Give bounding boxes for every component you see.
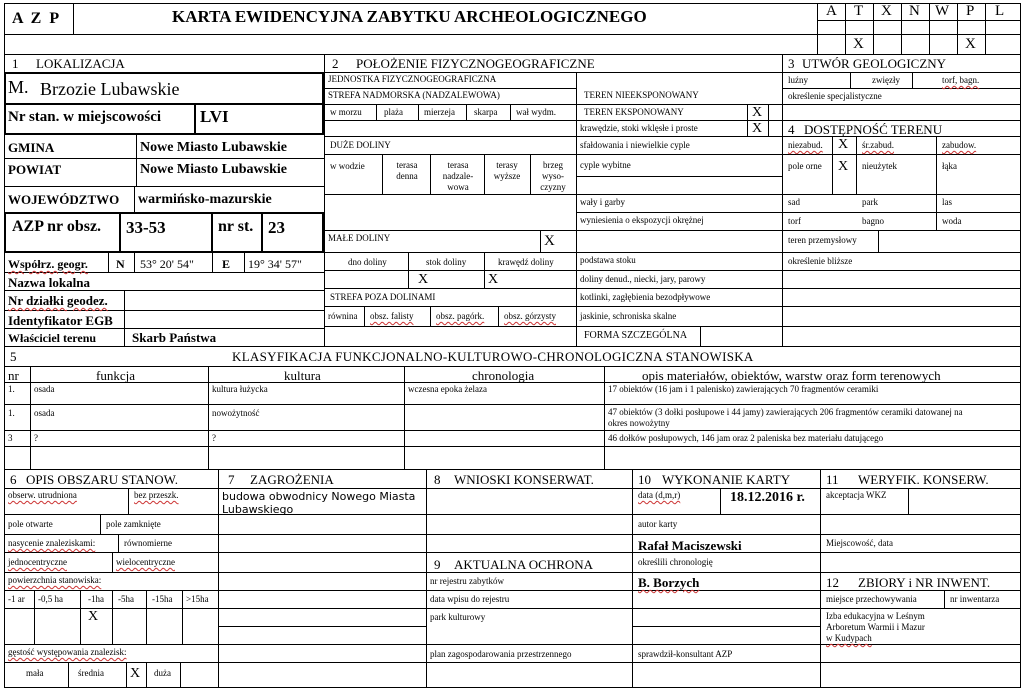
sec8-num: 8 (434, 472, 441, 487)
male-krawedz: krawędź doliny (498, 257, 554, 267)
strefa-nadmorska-label: STREFA NADMORSKA (NADZALEWOWA) (328, 90, 500, 100)
sec5-title: KLASYFIKACJA FUNKCJONALNO-KULTUROWO-CHRONOLOGICZNA STANOWISKA (232, 349, 754, 364)
n-label: N (116, 257, 125, 271)
sec9-num: 9 (434, 557, 441, 572)
dost-blizsze: określenie bliższe (788, 256, 853, 266)
male-stok-mark: X (418, 272, 429, 287)
letter-x: X (881, 3, 892, 19)
opis-pole-zamkniete: pole zamknięte (106, 519, 161, 529)
teren-nieeksp-label: TEREN NIEEKSPONOWANY (584, 90, 699, 100)
sec6-num: 6 (10, 472, 17, 487)
area-gt15ha: >15ha (186, 594, 209, 604)
coord-label: Współrz. geogr. (8, 257, 88, 271)
wlasciciel-value: Skarb Państwa (132, 330, 217, 345)
form-kotlinki: kotlinki, zagłębienia bezodpływowe (580, 292, 711, 302)
sec2-num: 2 (332, 56, 339, 71)
opis-powierzchnia: powierzchnia stanowiska: (8, 575, 102, 585)
sec11-title: WERYFIK. KONSERW. (858, 472, 989, 487)
table-row-1-kultura: kultura łużycka (212, 384, 268, 394)
nad-w-morzu: w morzu (330, 107, 362, 117)
area-15ha: -15ha (152, 594, 173, 604)
sec4-title: DOSTĘPNOŚĆ TERENU (804, 122, 943, 137)
male-doliny-mark: X (544, 233, 555, 249)
duze-terasa-nadzalewowa: terasa nadzale-wowa (442, 160, 474, 192)
sec1-title: LOKALIZACJA (36, 56, 125, 71)
geo-spec: określenie specjalistyczne (788, 91, 882, 101)
duze-brzeg-wysoczyzny: brzeg wyso-czyzny (540, 160, 566, 192)
egb-label: Identyfikator EGB (8, 313, 113, 328)
dzialki-label: Nr działki geodez. (8, 293, 108, 308)
nad-skarpa: skarpa (474, 107, 498, 117)
nr-stan-label: Nr stan. w miejscowości (8, 109, 162, 125)
strefa-poza-label: STREFA POZA DOLINAMI (330, 292, 436, 302)
n-value: 53° 20' 54" (140, 257, 194, 271)
col-chronologia: chronologia (472, 368, 535, 383)
opis-rownomierne: równomierne (124, 538, 172, 548)
azp-label: AZP nr obsz. (12, 218, 102, 235)
wlasciciel-label: Właściciel terenu (8, 331, 97, 345)
mark-t: X (853, 36, 864, 52)
poza-pagork: obsz. pagórk. (436, 311, 485, 321)
letter-a: A (826, 3, 837, 19)
opis-wielocentryczne: wielocentryczne (116, 557, 175, 567)
dost-las: las (942, 197, 952, 207)
dost-niezabud-mark: X (838, 137, 849, 152)
sec7-title: ZAGROŻENIA (250, 472, 334, 487)
col-nr: nr (8, 368, 19, 383)
dost-sad: sad (788, 197, 800, 207)
poza-rownina: równina (328, 311, 358, 321)
sec5-num: 5 (10, 349, 17, 364)
form-jaskinie: jaskinie, schroniska skalne (580, 311, 677, 321)
dost-srzabud: śr.zabud. (862, 140, 894, 150)
e-value: 19° 34' 57" (248, 257, 302, 271)
azp-value: 33-53 (126, 218, 166, 237)
nr-st-value: 23 (268, 218, 285, 237)
gmina-value: Nowe Miasto Lubawskie (140, 140, 288, 155)
ochrona-park: park kulturowy (430, 612, 486, 622)
letter-l: L (995, 3, 1005, 19)
nr-stan-value: LVI (200, 107, 229, 126)
geo-torf: torf, bagn. (942, 75, 980, 85)
karta-autor-label: autor karty (638, 519, 678, 529)
col-opis: opis materiałów, obiektów, warstw oraz form terenowych (642, 368, 941, 383)
sec11-num: 11 (826, 472, 839, 487)
opis-bez-przeszk: bez przeszk. (134, 490, 179, 500)
opis-nasycenie: nasycenie znaleziskami: (8, 538, 96, 548)
form-krawedzie-mark: X (752, 121, 763, 136)
azp-code: A Z P (12, 10, 62, 27)
table-row-1-funkcja: osada (34, 384, 55, 394)
duze-terasy-wyzsze: terasy wyższe (493, 160, 521, 181)
teren-eksp-label: TEREN EKSPONOWANY (584, 107, 684, 117)
sec3-title: UTWÓR GEOLOGICZNY (802, 56, 947, 71)
area-1ar: -1 ar (8, 594, 25, 604)
sec12-title: ZBIORY i NR INWENT. (858, 575, 991, 590)
nazwa-label: Nazwa lokalna (8, 275, 90, 290)
male-doliny-label: MAŁE DOLINY (328, 233, 391, 243)
dost-zabudow: zabudow. (942, 140, 977, 150)
area-1ha: -1ha (88, 594, 104, 604)
poza-gorzysty: obsz. górzysty (504, 311, 556, 321)
area-mark: X (88, 609, 99, 624)
table-row-3-opis: 46 dołków posłupowych, 146 jam oraz 2 paleniska bez materiału datującego (608, 433, 884, 443)
table-row-2-opis: 47 obiektów (3 dołki posłupowe i 44 jamy) zawierających 206 fragmentów ceramiki datowanej na (608, 407, 963, 417)
dost-woda: woda (942, 216, 962, 226)
weryf-miejscowosc: Miejscowość, data (826, 538, 893, 548)
table-row-3-funkcja: ? (34, 433, 38, 443)
area-5ha: -5ha (118, 594, 134, 604)
jednostka-label: JEDNOSTKA FIZYCZNOGEOGRAFICZNA (328, 74, 497, 84)
table-row-1-opis: 17 obiektów (16 jam i 1 palenisko) zawierających 70 fragmentów ceramiki (608, 384, 879, 394)
karta-data-label: data (d,m,r) (638, 490, 681, 500)
table-row-3-nr: 3 (8, 433, 13, 443)
dost-przemyslowy: teren przemysłowy (788, 235, 857, 245)
geo-luzny: luźny (788, 75, 808, 85)
form-podstawa: podstawa stoku (580, 255, 636, 265)
dost-pole-orne-mark: X (838, 159, 849, 174)
dost-nieuzytek: nieużytek (862, 161, 897, 171)
dost-pole-orne: pole orne (788, 161, 822, 171)
ochrona-data-wpisu: data wpisu do rejestru (430, 594, 510, 604)
zagrozenia-text-2: Lubawskiego (222, 503, 294, 516)
nad-wal-wydm: wał wydm. (516, 107, 556, 117)
col-kultura: kultura (284, 368, 321, 383)
sec1-num: 1 (12, 56, 19, 71)
zbiory-inst-2: Arboretum Warmii i Mazur (826, 622, 925, 632)
ochrona-plan: plan zagospodarowania przestrzennego (430, 649, 572, 659)
form-sfaldowania: sfałdowania i niewielkie cyple (580, 140, 690, 150)
zbiory-nr: nr inwentarza (950, 594, 1000, 604)
dost-torf: torf (788, 216, 801, 226)
nad-mierzeja: mierzeja (424, 107, 455, 117)
zagrozenia-text-1: budowa obwodnicy Nowego Miasta (222, 490, 416, 503)
table-row-1-chronologia: wczesna epoka żelaza (408, 384, 487, 394)
table-row-2-nr: 1. (8, 408, 15, 418)
forma-szczegolna-label: FORMA SZCZEGÓLNA (584, 330, 688, 341)
sec6-title: OPIS OBSZARU STANOW. (26, 472, 178, 487)
duze-terasa-denna: terasa denna (396, 160, 418, 181)
dens-srednia: średnia (78, 668, 104, 678)
sec10-title: WYKONANIE KARTY (662, 472, 791, 487)
poza-falisty: obsz. falisty (370, 311, 414, 321)
table-row-2-kultura: nowożytność (212, 408, 260, 418)
sec9-title: AKTUALNA OCHRONA (454, 557, 594, 572)
nad-plaza: plaża (384, 107, 403, 117)
e-label: E (222, 257, 231, 271)
karta-data-value: 18.12.2016 r. (730, 490, 805, 505)
male-dno: dno doliny (348, 257, 387, 267)
opis-pole-otwarte: pole otwarte (8, 519, 53, 529)
table-row-2-funkcja: osada (34, 408, 55, 418)
form-doliny-denud: doliny denud., niecki, jary, parowy (580, 274, 706, 284)
m-value: Brzozie Lubawskie (40, 79, 180, 99)
karta-chron-label: określili chronologię (638, 557, 713, 567)
gmina-label: GMINA (8, 140, 55, 155)
geo-zwiezly: zwięzły (872, 75, 900, 85)
male-stok: stok doliny (426, 257, 467, 267)
powiat-value: Nowe Miasto Lubawskie (140, 162, 288, 177)
zbiory-miejsce: miejsce przechowywania (826, 594, 917, 604)
teren-eksp-mark: X (752, 105, 763, 120)
karta-sprawdzil: sprawdził-konsultant AZP (638, 649, 733, 659)
letter-p: P (966, 3, 975, 19)
col-funkcja: funkcja (96, 368, 135, 383)
form-cyple: cyple wybitne (580, 160, 631, 170)
zbiory-inst-1: Izba edukacyjna w Leśnym (826, 611, 925, 621)
karta-autor-value: Rafał Maciszewski (638, 538, 742, 553)
powiat-label: POWIAT (8, 162, 62, 177)
sec3-num: 3 (788, 56, 795, 71)
opis-gestosc: gęstość występowania znalezisk: (8, 647, 127, 657)
woj-value: warmińsko-mazurskie (138, 192, 272, 207)
nr-st-label: nr st. (218, 218, 254, 235)
sec2-title: POŁOŻENIE FIZYCZNOGEOGRAFICZNE (356, 56, 595, 71)
opis-jednocentryczne: jednocentryczne (8, 557, 67, 567)
dens-mala: mała (26, 668, 44, 678)
dost-park: park (862, 197, 878, 207)
ochrona-nr-rejestru: nr rejestru zabytków (430, 576, 504, 586)
form-waly: wały i garby (580, 197, 625, 207)
sec10-num: 10 (638, 472, 651, 487)
table-row-1-nr: 1. (8, 384, 15, 394)
form-krawedzie: krawędzie, stoki wklęsłe i proste (580, 123, 698, 133)
area-05ha: -0,5 ha (38, 594, 63, 604)
zbiory-inst-3: w Kudypach (826, 633, 872, 643)
karta-chron-value: B. Borzych (638, 575, 700, 590)
m-label: M. (8, 77, 29, 97)
mark-p: X (965, 36, 976, 52)
letter-t: T (854, 3, 864, 19)
dost-bagno: bagno (862, 216, 884, 226)
letter-n: N (909, 3, 920, 19)
dost-laka: łąka (942, 161, 957, 171)
table-row-2-opis-cont: okres nowożytny (608, 418, 670, 428)
letter-w: W (935, 3, 950, 19)
duze-w-wodzie: w wodzie (330, 161, 365, 171)
table-row-3-kultura: ? (212, 433, 216, 443)
dens-mark: X (130, 666, 141, 681)
sec12-num: 12 (826, 575, 839, 590)
sec4-num: 4 (788, 122, 795, 137)
form-wyniesienia: wyniesienia o ekspozycji okrężnej (580, 215, 704, 225)
dens-duza: duża (154, 668, 171, 678)
duze-doliny-label: DUŻE DOLINY (330, 140, 391, 150)
opis-obserw: obserw. utrudniona (8, 490, 77, 500)
weryf-akceptacja: akceptacja WKZ (826, 490, 887, 500)
male-krawedz-mark: X (488, 272, 499, 287)
woj-label: WOJEWÓDZTWO (8, 192, 120, 207)
sec7-num: 7 (228, 472, 235, 487)
dost-niezabud: niezabud. (788, 140, 823, 150)
page-title: KARTA EWIDENCYJNA ZABYTKU ARCHEOLOGICZNEGO (172, 7, 647, 26)
sec8-title: WNIOSKI KONSERWAT. (454, 472, 594, 487)
